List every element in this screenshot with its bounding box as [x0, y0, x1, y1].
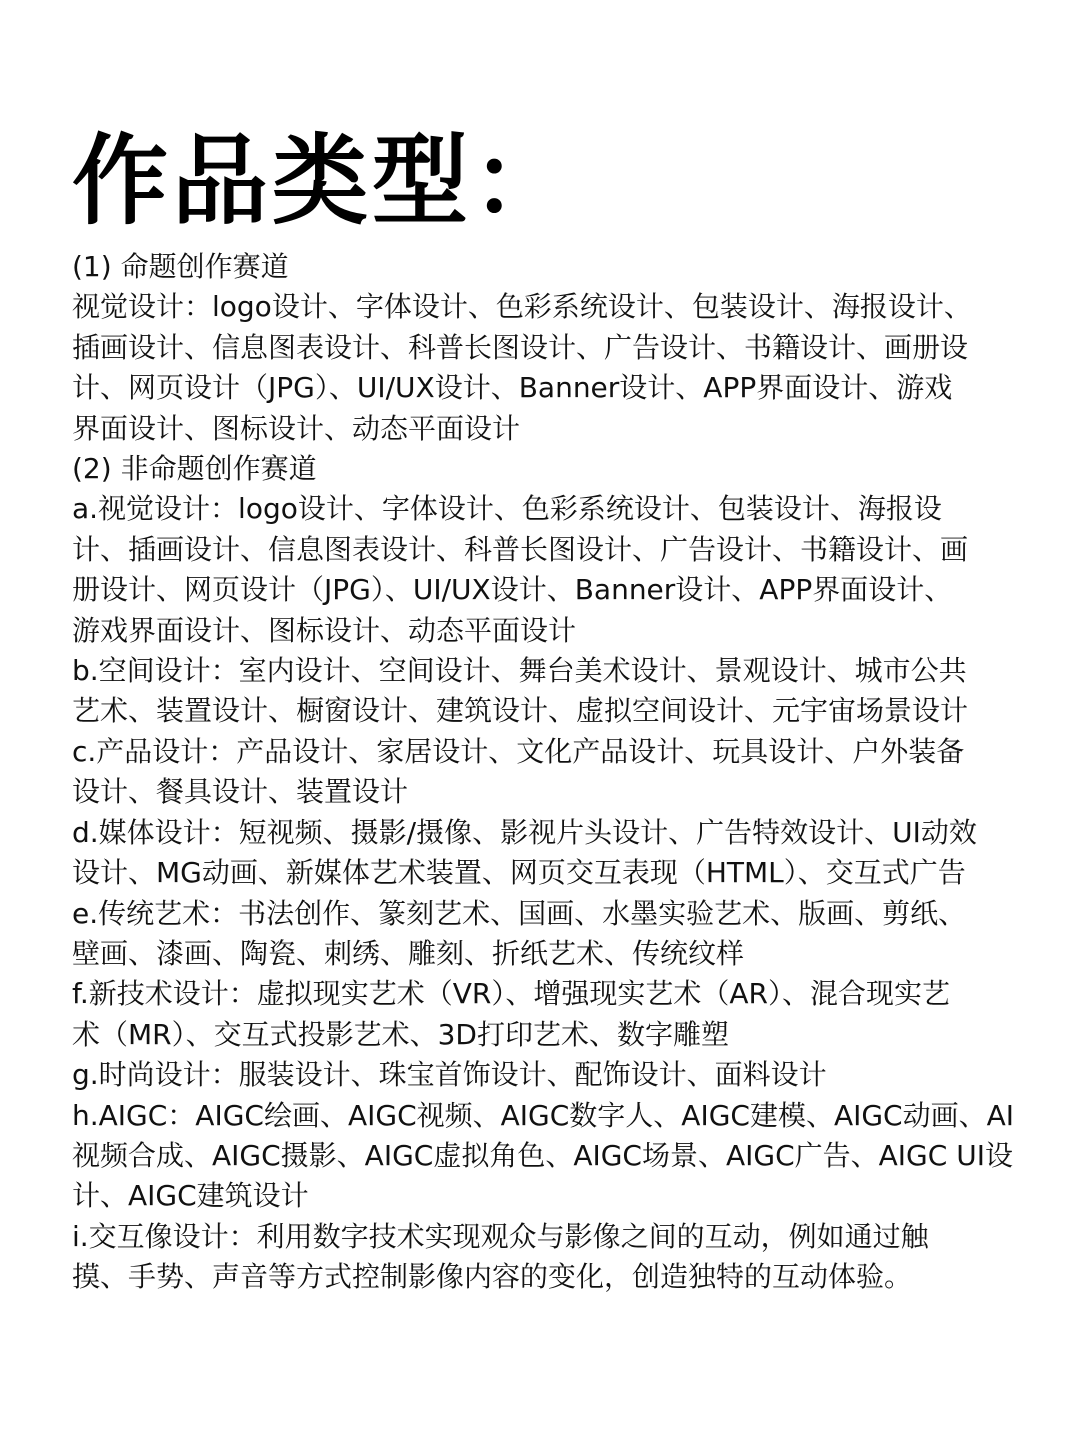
text-line: 界面设计、图标设计、动态平面设计: [72, 411, 521, 445]
text-line: 壁画、漆画、陶瓷、刺绣、雕刻、折纸艺术、传统纹样: [72, 936, 745, 970]
text-line: 设计、餐具设计、装置设计: [72, 775, 409, 809]
text-line: 艺术、装置设计、橱窗设计、建筑设计、虚拟空间设计、元宇宙场景设计: [72, 694, 969, 728]
text-line: a.视觉设计：logo设计、字体设计、色彩系统设计、包装设计、海报设: [72, 492, 942, 526]
text-line: 册设计、网页设计（JPG）、UI/UX设计、Banner设计、APP界面设计、: [72, 573, 953, 607]
text-line: 设计、MG动画、新媒体艺术装置、网页交互表现（HTML）、交互式广告: [72, 856, 966, 890]
text-line: 摸、手势、声音等方式控制影像内容的变化，创造独特的互动体验。: [72, 1260, 913, 1294]
text-line: 游戏界面设计、图标设计、动态平面设计: [72, 613, 577, 647]
text-line: e.传统艺术：书法创作、篆刻艺术、国画、水墨实验艺术、版画、剪纸、: [72, 896, 967, 930]
text-line: b.空间设计：室内设计、空间设计、舞台美术设计、景观设计、城市公共: [72, 654, 967, 688]
text-line: h.AIGC：AIGC绘画、AIGC视频、AIGC数字人、AIGC建模、AIGC动画、AI: [72, 1098, 1015, 1132]
text-line: 计、网页设计（JPG）、UI/UX设计、Banner设计、APP界面设计、游戏: [72, 371, 953, 405]
section-heading-non-proposition-track: (2) 非命题创作赛道: [72, 452, 317, 486]
text-line: 计、插画设计、信息图表设计、科普长图设计、广告设计、书籍设计、画: [72, 532, 969, 566]
text-line: i.交互像设计：利用数字技术实现观众与影像之间的互动，例如通过触: [72, 1219, 929, 1253]
text-line: 术（MR）、交互式投影艺术、3D打印艺术、数字雕塑: [72, 1017, 729, 1051]
text-line: 视频合成、AIGC摄影、AIGC虚拟角色、AIGC场景、AIGC广告、AIGC UI设: [72, 1138, 1013, 1172]
page-title: 作品类型：: [72, 123, 572, 239]
text-line: f.新技术设计：虚拟现实艺术（VR）、增强现实艺术（AR）、混合现实艺: [72, 977, 950, 1011]
section-heading-proposition-track: (1) 命题创作赛道: [72, 250, 289, 283]
text-line: 插画设计、信息图表设计、科普长图设计、广告设计、书籍设计、画册设: [72, 330, 969, 364]
text-line: g.时尚设计：服装设计、珠宝首饰设计、配饰设计、面料设计: [72, 1058, 827, 1092]
text-line: 计、AIGC建筑设计: [72, 1179, 309, 1213]
text-line: c.产品设计：产品设计、家居设计、文化产品设计、玩具设计、户外装备: [72, 734, 965, 768]
document-content: [72, 247, 1015, 1298]
text-line: d.媒体设计：短视频、摄影/摄像、影视片头设计、广告特效设计、UI动效: [72, 815, 977, 849]
text-line: 视觉设计：logo设计、字体设计、色彩系统设计、包装设计、海报设计、: [72, 290, 972, 324]
